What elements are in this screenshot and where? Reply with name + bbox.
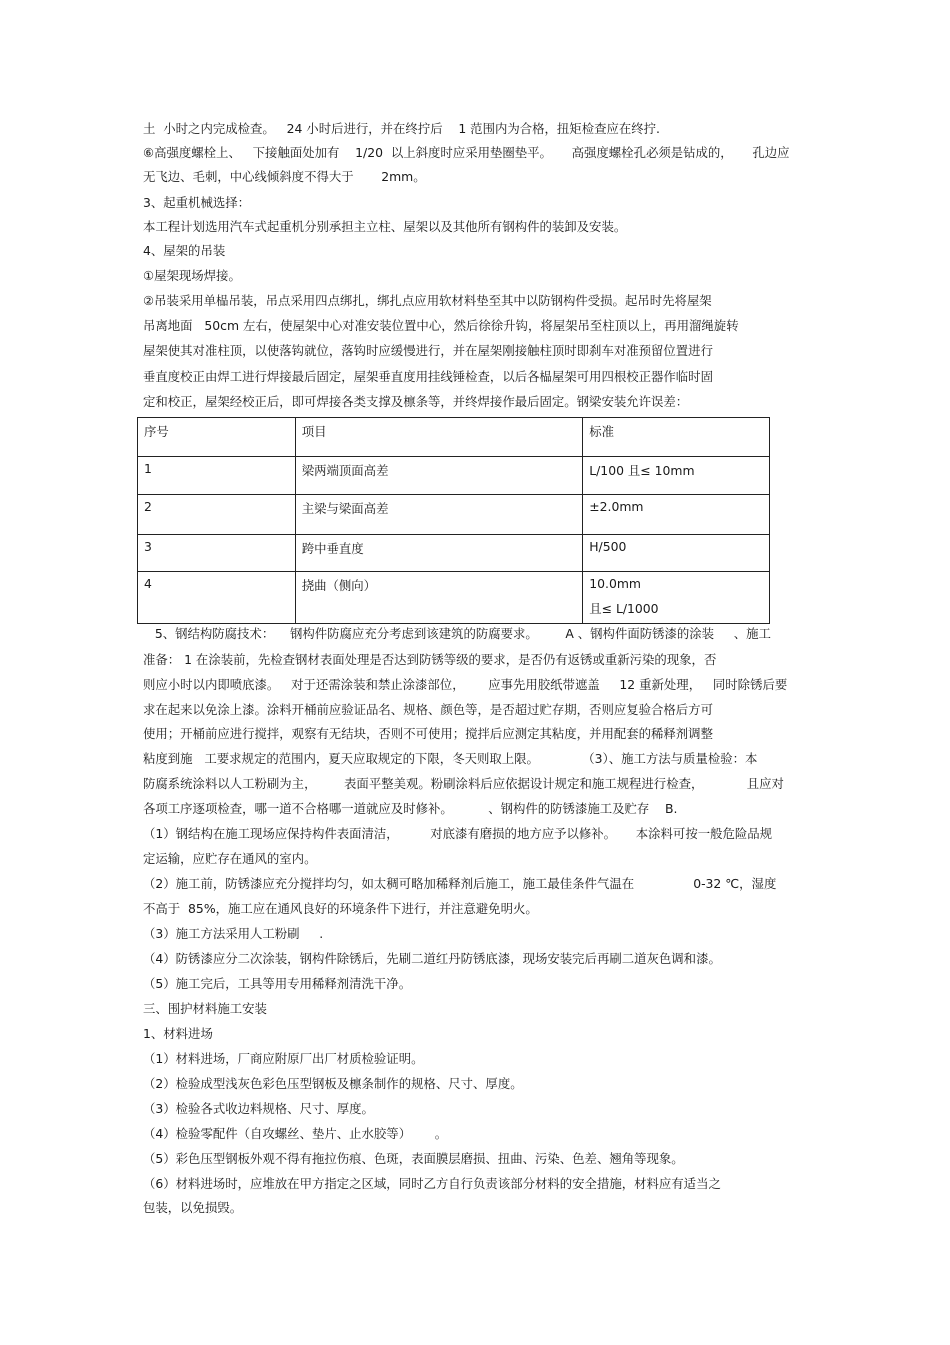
text-line: （6）材料进场时，应堆放在甲方指定之区域，同时乙方自行负责该部分材料的安全措施，材料应有适当之: [143, 1176, 721, 1191]
table-cell: 梁两端顶面高差: [295, 457, 583, 495]
text-line: 防腐系统涂料以人工粉刷为主， 表面平整美观。粉刷涂料后应依据设计规定和施工规程进行检查， 且应对: [143, 776, 784, 791]
table-cell: 2: [138, 495, 296, 535]
text-line: 定运输，应贮存在通风的室内。: [143, 851, 317, 866]
table-cell: L/100 且≤ 10mm: [583, 457, 770, 495]
table-cell: 跨中垂直度: [295, 535, 583, 572]
text-line: （5）彩色压型钢板外观不得有拖拉伤痕、色斑，表面膜层磨损、扭曲、污染、色差、翘角等现象。: [143, 1151, 684, 1166]
table-cell: 4: [138, 572, 296, 624]
tolerance-table: [137, 417, 770, 624]
text-line: 使用；开桶前应进行搅拌，观察有无结块，否则不可使用；搅拌后应测定其粘度，并用配套的稀释剂调整: [143, 726, 713, 741]
table-cell: ±2.0mm: [583, 495, 770, 535]
text-line: 各项工序逐项检查，哪一道不合格哪一道就应及时修补。 、钢构件的防锈漆施工及贮存 B.: [143, 801, 678, 816]
table-cell: 1: [138, 457, 296, 495]
text-line: 本工程计划选用汽车式起重机分别承担主立柱、屋架以及其他所有钢构件的装卸及安装。: [143, 219, 627, 234]
cell-line: 且≤ L/1000: [589, 601, 659, 616]
text-line: 粘度到施 工要求规定的范围内，夏天应取规定的下限，冬天则取上限。 （3）、施工方法与质量检验：本: [143, 751, 758, 766]
table-cell: 主梁与梁面高差: [295, 495, 583, 535]
header-cell: 序号: [138, 418, 296, 457]
text-line: 屋架使其对准柱顶，以使落钩就位，落钩时应缓慢进行，并在屋架刚接触柱顶时即刹车对准预留位置进行: [143, 343, 713, 358]
text-line: （2）检验成型浅灰色彩色压型钢板及檩条制作的规格、尺寸、厚度。: [143, 1076, 523, 1091]
header-cell: 标准: [583, 418, 770, 457]
text-line: （2）施工前，防锈漆应充分搅拌均匀，如太稠可略加稀释剂后施工，施工最佳条件气温在 0-32 ℃，湿度: [143, 876, 777, 891]
text-line: 准备： 1 在涂装前，先检查钢材表面处理是否达到防锈等级的要求，是否仍有返锈或重新污染的现象，否: [143, 652, 717, 667]
table-row: [138, 535, 770, 572]
section-heading: 5、钢结构防腐技术： 钢构件防腐应充分考虑到该建筑的防腐要求。 A 、钢构件面防锈漆的涂装 、施工: [143, 626, 771, 641]
text-line: ⑥高强度螺栓上、 下接触面处加有 1/20 以上斜度时应采用垫圈垫平。 高强度螺栓孔必须是钻成的， 孔边应: [143, 145, 790, 160]
text-line: 求在起来以免涂上漆。涂料开桶前应验证品名、规格、颜色等，是否超过贮存期，否则应复验合格后方可: [143, 702, 713, 717]
section-heading: 三、围护材料施工安装: [143, 1001, 267, 1016]
table-row: [138, 495, 770, 535]
table-cell: 挠曲（侧向）: [295, 572, 583, 624]
table-cell: H/500: [583, 535, 770, 572]
table-cell: [583, 572, 770, 624]
section-heading: 1、材料进场: [143, 1026, 213, 1041]
section-heading: 4、屋架的吊装: [143, 243, 226, 258]
text-line: ①屋架现场焊接。: [143, 268, 241, 283]
text-line: 则应小时以内即喷底漆。 对于还需涂装和禁止涂漆部位， 应事先用胶纸带遮盖 12 重新处理， 同时除锈后要: [143, 677, 788, 692]
text-line: 无飞边、毛刺，中心线倾斜度不得大于 2mm。: [143, 169, 426, 184]
text-line: （4）检验零配件（自攻螺丝、垫片、止水胶等） 。: [143, 1126, 448, 1141]
text-line: （5）施工完后，工具等用专用稀释剂清洗干净。: [143, 976, 412, 991]
text-line: （1）材料进场，厂商应附原厂出厂材质检验证明。: [143, 1051, 424, 1066]
text-line: 吊离地面 50cm 左右，使屋架中心对准安装位置中心，然后徐徐升钩，将屋架吊至柱顶以上，再用溜绳旋转: [143, 318, 739, 333]
text-line: ②吊装采用单榀吊装，吊点采用四点绑扎，绑扎点应用软材料垫至其中以防钢构件受损。起吊时先将屋架: [143, 293, 712, 308]
text-line: 垂直度校正由焊工进行焊接最后固定，屋架垂直度用挂线锤检查，以后各榀屋架可用四根校正器作临时固: [143, 369, 713, 384]
text-line: 包装，以免损毁。: [143, 1200, 243, 1215]
text-line: （3）施工方法采用人工粉刷 .: [143, 926, 324, 941]
section-heading: 3、起重机械选择：: [143, 195, 251, 210]
text-line: 定和校正，屋架经校正后，即可焊接各类支撑及檩条等，并终焊接作最后固定。钢梁安装允许误差：: [143, 394, 689, 409]
text-line: （1）钢结构在施工现场应保持构件表面清洁， 对底漆有磨损的地方应予以修补。 本涂料可按一般危险品规: [143, 826, 773, 841]
table-row: [138, 457, 770, 495]
text-line: 不高于 85%，施工应在通风良好的环境条件下进行，并注意避免明火。: [143, 901, 538, 916]
cell-line: 10.0mm: [589, 576, 641, 591]
text-line: 土 小时之内完成检查。 24 小时后进行，并在终拧后 1 范围内为合格，扭矩检查应在终拧.: [143, 121, 660, 136]
text-line: （3）检验各式收边料规格、尺寸、厚度。: [143, 1101, 374, 1116]
table-cell: 3: [138, 535, 296, 572]
text-line: （4）防锈漆应分二次涂装，钢构件除锈后，先刷二道红丹防锈底漆，现场安装完后再刷二道灰色调和漆。: [143, 951, 721, 966]
header-cell: 项目: [295, 418, 583, 457]
table-header-row: [138, 418, 770, 457]
table-row: [138, 572, 770, 624]
